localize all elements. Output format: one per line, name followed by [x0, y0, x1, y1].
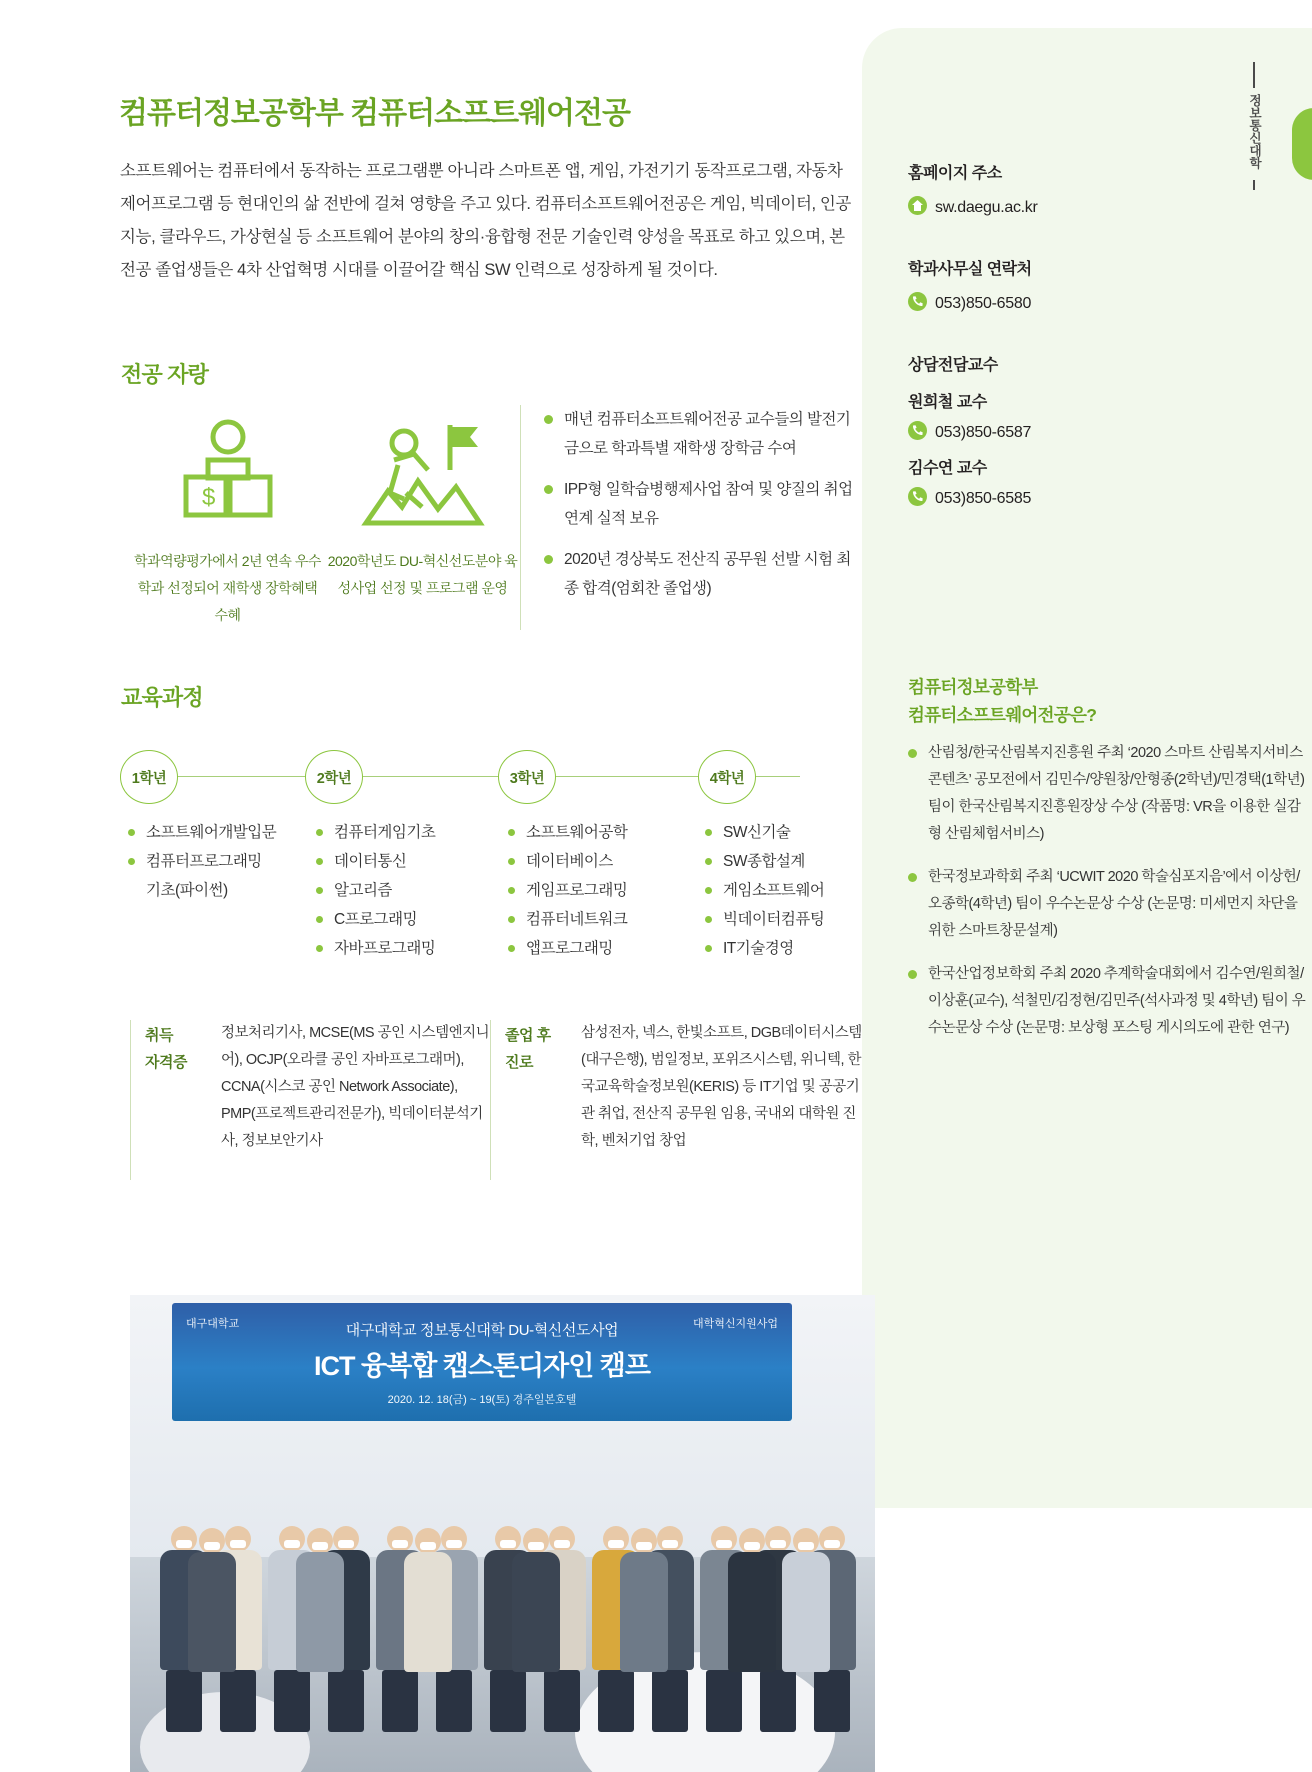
course-item: 앱프로그래밍: [508, 934, 698, 963]
highlights-title: 컴퓨터정보공학부 컴퓨터소프트웨어전공은?: [908, 677, 1097, 725]
course-item: 자바프로그래밍: [316, 934, 496, 963]
intro-paragraph: 소프트웨어는 컴퓨터에서 동작하는 프로그램뿐 아니라 스마트폰 앱, 게임, 가전기기 동작프로그램, 자동차 제어프로그램 등 현대인의 삶 전반에 걸쳐 영향을 주고 있다. 컴퓨터소프트웨어전공은 게임, 빅데이터, 인공지능, 클라우드, 가상현실 등 소프트웨어 분야의 창의·융합형 전문 기술인력 양성을 목표로 하고 있으며, 본 전공 졸업생들은 4차 산업혁명 시대를 이끌어갈 핵심 SW 인력으로 성장하게 될 것이다.: [120, 162, 851, 279]
highlight-item: 산림청/한국산림복지진흥원 주최 ‘2020 스마트 산림복지서비스 콘텐츠’ 공모전에서 김민수/양원창/안형종(2학년)/민경택(1학년) 팀이 한국산림복지진흥원장상 수상 (작품명: VR을 이용한 실감형 산림체험서비스): [908, 740, 1308, 848]
pride-bullet: 2020년 경상북도 전산직 공무원 선발 시험 최종 합격(엄회찬 졸업생): [542, 545, 862, 603]
phone-icon: [908, 292, 927, 311]
office-label: 학과사무실 연락처: [908, 261, 1032, 278]
advisor-name-1: 원희철 교수: [908, 394, 987, 411]
course-item: 데이터베이스: [508, 847, 698, 876]
pride-bullet-list: [542, 405, 862, 615]
camp-group-photo: [130, 1295, 875, 1772]
page-edge-tab: [1292, 108, 1312, 180]
banner-line-1: 대구대학교 정보통신대학 DU-혁신선도사업: [345, 1322, 619, 1339]
pride-caption: 학과역량평가에서 2년 연속 우수학과 선정되어 재학생 장학혜택 수혜: [134, 553, 321, 623]
advisor-phone-1: 053)850-6587: [935, 424, 1032, 441]
phone-icon: [908, 487, 927, 506]
certificates-label: 취득 자격증: [145, 1027, 187, 1071]
course-item: 소프트웨어공학: [508, 818, 698, 847]
year-chip-4: 4학년: [698, 750, 756, 804]
course-item-cont: 기초(파이썬): [146, 882, 228, 899]
year-chip-3: 3학년: [498, 750, 556, 804]
advisor-label: 상담전담교수: [908, 357, 998, 374]
banner-logo-left: 대구대학교: [186, 1318, 240, 1330]
section-title-curriculum: 교육과정: [121, 685, 203, 710]
pride-item: [325, 405, 520, 630]
course-item: 컴퓨터네트워크: [508, 905, 698, 934]
flag-climber-icon: [358, 522, 488, 539]
course-column-1: [128, 818, 308, 905]
course-item: 게임소프트웨어: [705, 876, 875, 905]
highlights-list: [908, 740, 1308, 1058]
course-item: 빅데이터컴퓨팅: [705, 905, 875, 934]
year-chip-2: 2학년: [305, 750, 363, 804]
advisor-phone-2: 053)850-6585: [935, 490, 1032, 507]
banner-logo-right: 대학혁신지원사업: [692, 1318, 778, 1330]
course-lists: [120, 818, 860, 968]
banner-line-3: 2020. 12. 18(금) ~ 19(토) 경주일본호텔: [387, 1394, 577, 1406]
certificates-block: [130, 1020, 495, 1180]
cert-career-section: [130, 1020, 870, 1195]
year-chip-1: 1학년: [120, 750, 178, 804]
homepage-label: 홈페이지 주소: [908, 165, 1002, 182]
course-item: 게임프로그래밍: [508, 876, 698, 905]
advisor-name-2: 김수연 교수: [908, 460, 987, 477]
pride-section: [130, 405, 853, 635]
course-item: SW신기술: [705, 818, 875, 847]
course-item: 소프트웨어개발입문: [128, 818, 308, 847]
highlight-item: 한국정보과학회 주최 ‘UCWIT 2020 학술심포지음’에서 이상헌/오종학(4학년) 팀이 우수논문상 수상 (논문명: 미세먼지 차단을 위한 스마트창문설계): [908, 864, 1308, 945]
career-text: 삼성전자, 넥스, 한빛소프트, DGB데이터시스템(대구은행), 범일정보, 포위즈시스템, 위니텍, 한국교육학술정보원(KERIS) 등 IT기업 및 공공기관 취업, 전산직 공무원 임용, 국내외 대학원 진학, 벤처기업 창업: [581, 1025, 862, 1149]
curriculum-section: [120, 750, 860, 968]
year-timeline: [120, 750, 860, 802]
course-item: 컴퓨터게임기초: [316, 818, 496, 847]
section-title-pride: 전공 자랑: [121, 362, 209, 387]
office-phone: 053)850-6580: [935, 295, 1032, 312]
course-item: IT기술경영: [705, 934, 875, 963]
pride-caption: 2020학년도 DU-혁신선도분야 육성사업 선정 및 프로그램 운영: [327, 553, 518, 596]
pride-bullet: 매년 컴퓨터소프트웨어전공 교수들의 발전기금으로 학과특별 재학생 장학금 수여: [542, 405, 862, 463]
homepage-url[interactable]: sw.daegu.ac.kr: [935, 199, 1038, 216]
homepage-value-row: [908, 196, 1038, 217]
page-title: 컴퓨터정보공학부 컴퓨터소프트웨어전공: [119, 97, 630, 130]
career-label: 졸업 후 진로: [505, 1027, 551, 1071]
course-column-3: [508, 818, 698, 963]
advisor-phone-row-2: [908, 487, 1031, 508]
pride-bullet: IPP형 일학습병행제사업 참여 및 양질의 취업연계 실적 보유: [542, 475, 862, 533]
pride-icon-group: [130, 405, 521, 630]
career-block: [490, 1020, 865, 1180]
banner-line-2: ICT 융복합 캡스톤디자인 캠프: [314, 1351, 650, 1381]
course-item: 데이터통신: [316, 847, 496, 876]
highlight-item: 한국산업정보학회 주최 2020 추계학술대회에서 김수연/원희철/이상훈(교수), 석철민/김정현/김민주(석사과정 및 4학년) 팀이 우수논문상 수상 (논문명: 보상형 포스팅 게시의도에 관한 연구): [908, 961, 1308, 1042]
home-icon: [908, 196, 927, 215]
office-phone-row: [908, 292, 1031, 313]
course-column-2: [316, 818, 496, 963]
svg-text:$: $: [201, 484, 215, 511]
course-column-4: [705, 818, 875, 963]
photo-banner: [172, 1303, 792, 1421]
advisor-phone-row-1: [908, 421, 1031, 442]
course-item: 컴퓨터프로그래밍: [128, 847, 308, 876]
course-item: C프로그래밍: [316, 905, 496, 934]
phone-icon: [908, 421, 927, 440]
photo-people: [130, 1482, 875, 1732]
course-item: SW종합설계: [705, 847, 875, 876]
certificates-text: 정보처리기사, MCSE(MS 공인 시스템엔지니어), OCJP(오라클 공인 자바프로그래머), CCNA(시스코 공인 Network Associate), PMP(프로젝트관리전문가), 빅데이터분석기사, 정보보안기사: [221, 1025, 490, 1149]
vertical-college-label: 정보통신대학: [1240, 62, 1268, 190]
course-item: 알고리즘: [316, 876, 496, 905]
pride-item: [130, 405, 325, 630]
book-money-icon: [168, 484, 288, 539]
